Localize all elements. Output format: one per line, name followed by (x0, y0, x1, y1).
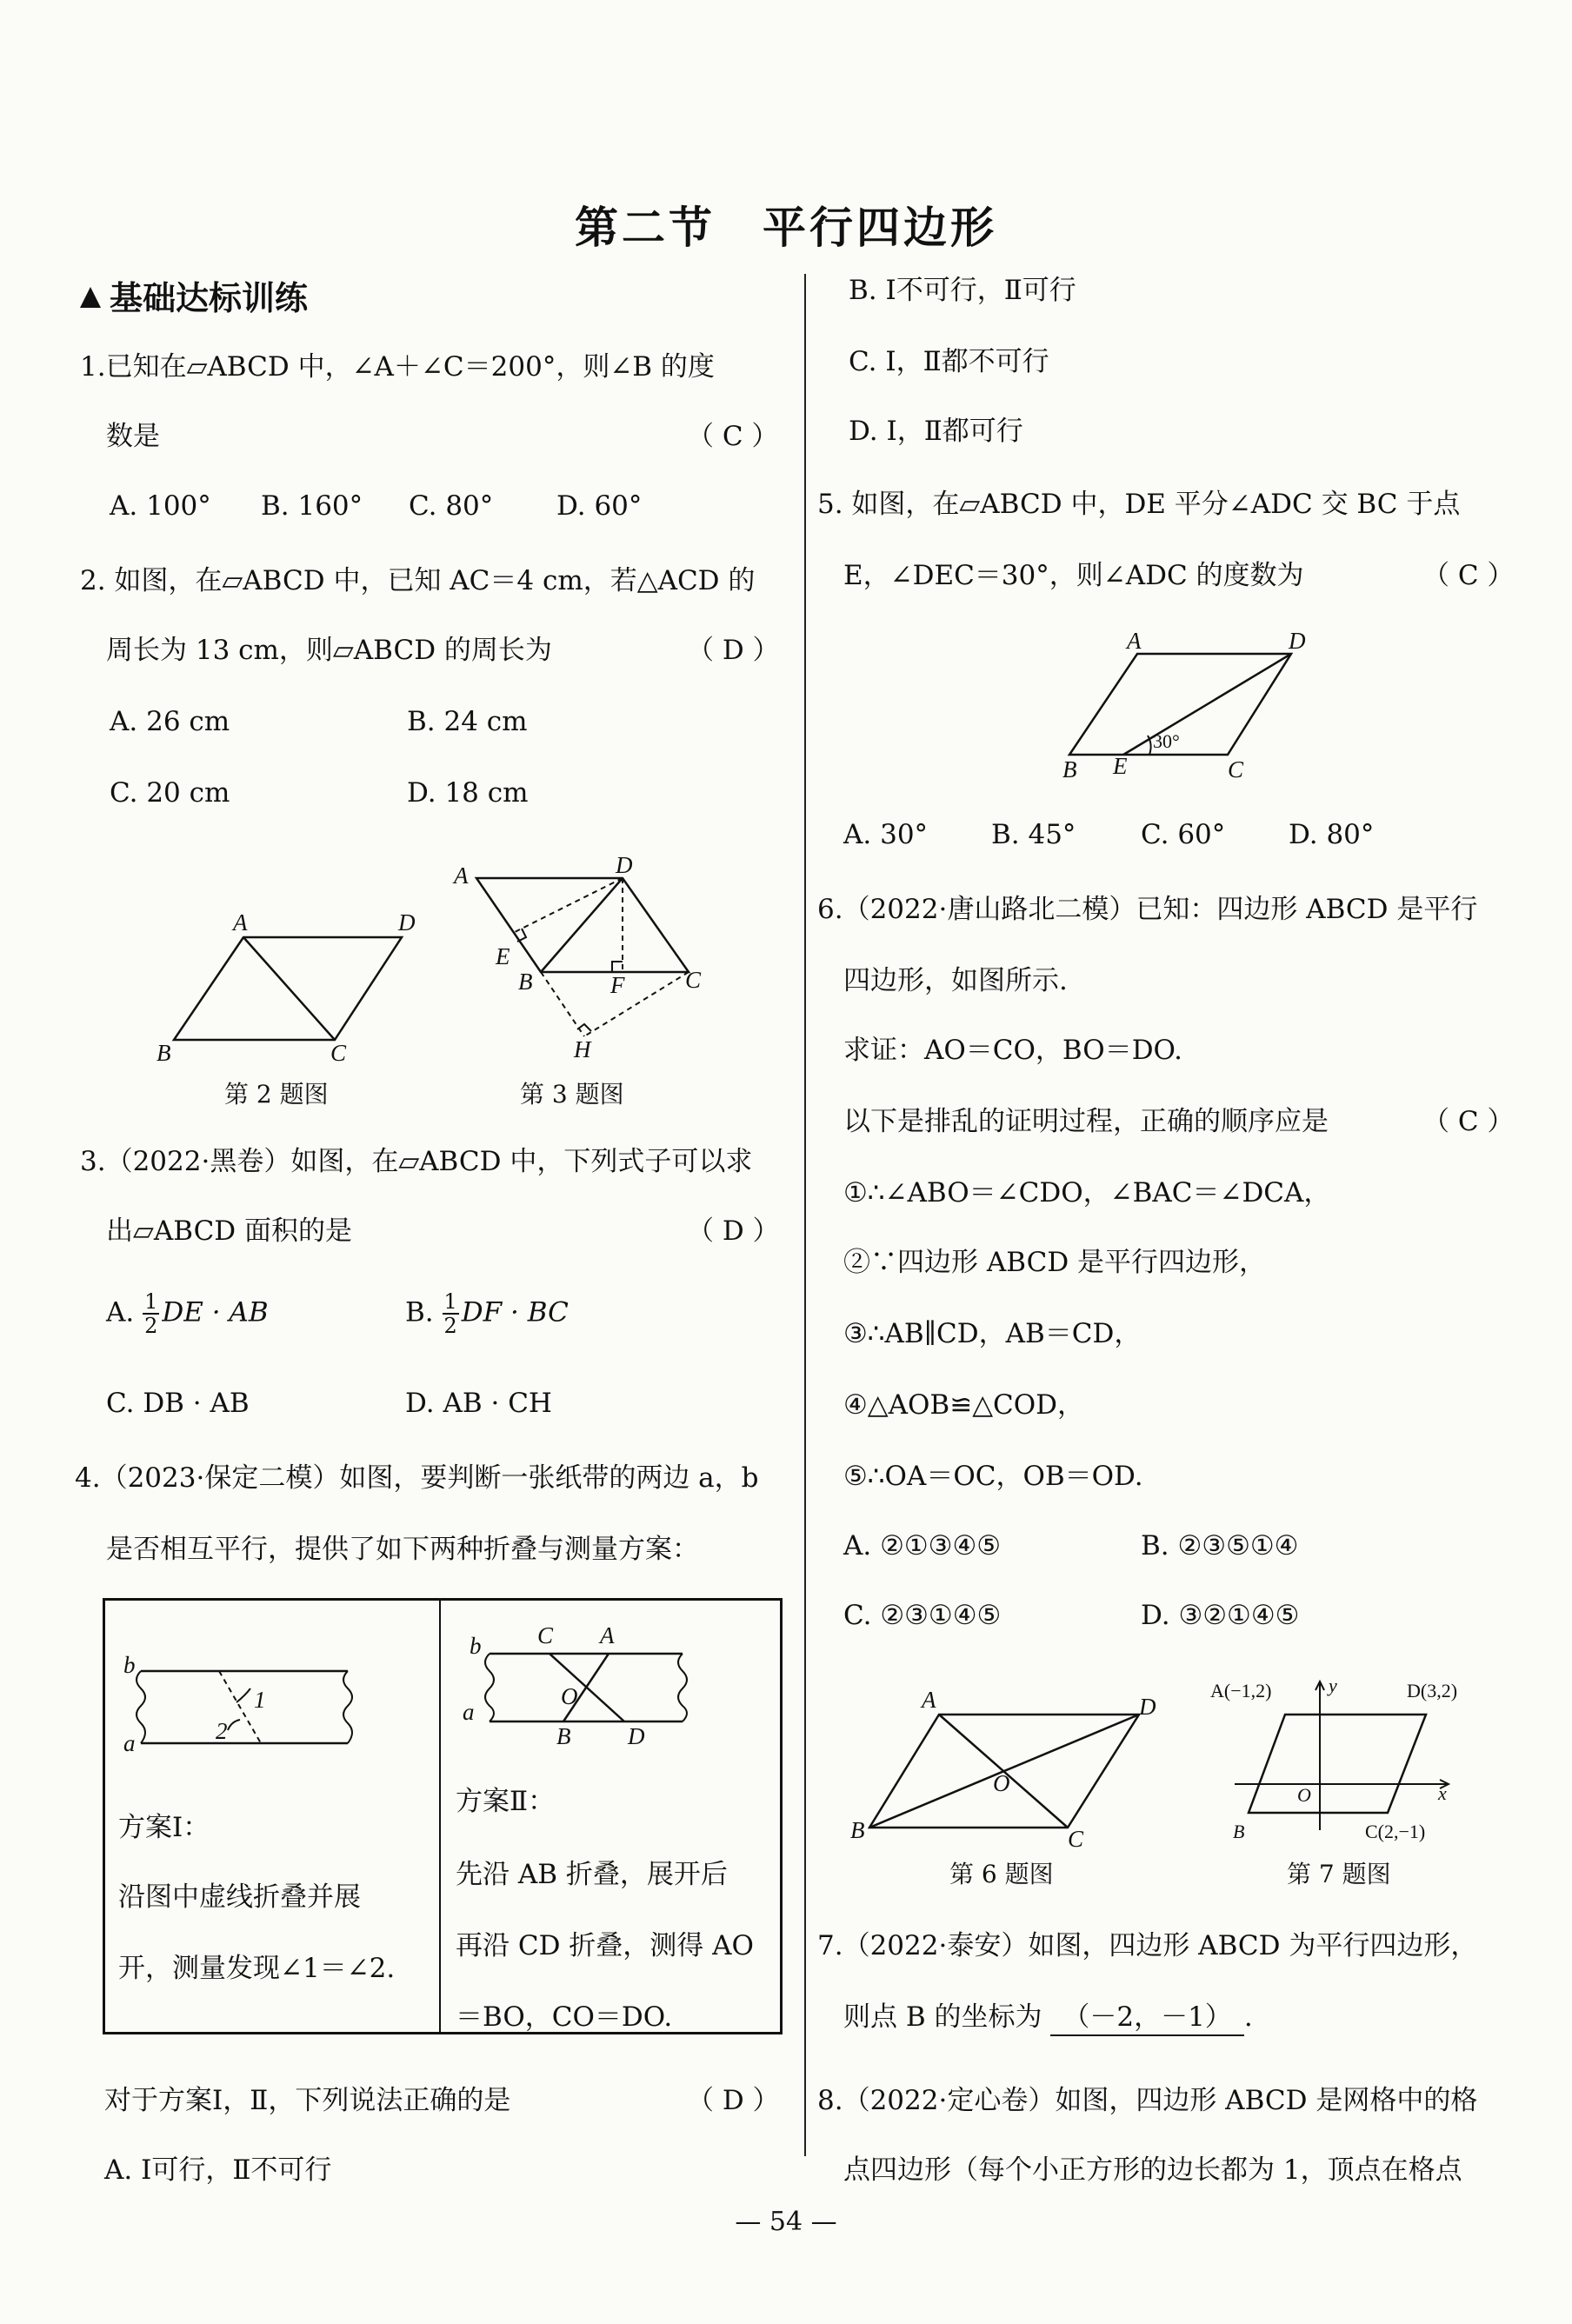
fraction-denominator-b: 2 (443, 1314, 457, 1338)
plan1-title: 方案Ⅰ： (118, 1812, 210, 1843)
fig6-caption: 第 6 题图 (949, 1860, 1054, 1888)
q6-step-3: ③∴AB∥CD，AB＝CD， (843, 1318, 1142, 1349)
q6-option-b: B. ②③⑤①④ (1141, 1530, 1299, 1562)
fig6-label-o: O (993, 1770, 1010, 1796)
q1-option-d: D. 60° (556, 490, 643, 522)
q4-option-c: C. Ⅰ，Ⅱ都不可行 (849, 346, 1049, 377)
page-number: — 54 — (735, 2207, 837, 2237)
q1-option-b: B. 160° (261, 490, 363, 522)
q3-answer: （ D ） (687, 1215, 780, 1247)
fig3-label-e: E (496, 943, 510, 969)
triangle-icon (80, 287, 101, 308)
q5-option-a: A. 30° (843, 819, 929, 850)
q3-line2: 出▱ABCD 面积的是 (106, 1215, 353, 1247)
q4-question: 对于方案Ⅰ，Ⅱ，下列说法正确的是 (104, 2085, 511, 2116)
plan2-label-b-bottom: B (556, 1723, 571, 1749)
q4-option-a: A. Ⅰ可行，Ⅱ不可行 (104, 2154, 332, 2186)
plan2-label-o: O (561, 1683, 578, 1709)
q1-line1: 1.已知在▱ABCD 中，∠A＋∠C＝200°，则∠B 的度 (80, 351, 715, 383)
q2-option-c: C. 20 cm (110, 777, 230, 809)
q3-option-a (106, 1290, 269, 1337)
q6-line2: 四边形，如图所示. (843, 965, 1068, 996)
q2-option-d: D. 18 cm (407, 777, 529, 809)
fraction-half (143, 1290, 159, 1337)
q6-step-1: ①∴∠ABO＝∠CDO，∠BAC＝∠DCA， (843, 1177, 1331, 1209)
fraction-numerator: 1 (144, 1289, 158, 1314)
q3-option-d: D. AB · CH (405, 1388, 552, 1419)
plan2-label-a: a (463, 1699, 475, 1725)
q7-line2-prefix: 则点 B 的坐标为 (843, 2001, 1042, 2033)
q4-answer: （ D ） (687, 2085, 780, 2116)
fig3-label-b: B (518, 969, 533, 995)
plan1-label-a: a (123, 1730, 136, 1756)
fig5-label-e: E (1113, 753, 1128, 779)
q4-line2: 是否相互平行，提供了如下两种折叠与测量方案： (106, 1534, 699, 1565)
q5-line1: 5. 如图，在▱ABCD 中，DE 平分∠ADC 交 BC 于点 (817, 489, 1461, 520)
q6-option-d: D. ③②①④⑤ (1141, 1600, 1300, 1631)
fig3-caption: 第 3 题图 (520, 1080, 624, 1109)
fig3-label-f: F (610, 972, 625, 998)
fig6-label-d: D (1139, 1694, 1156, 1720)
figure-7-coordinate-parallelogram (0, 0, 1, 1)
q6-line3: 求证：AO＝CO，BO＝DO. (843, 1035, 1183, 1066)
plan1-label-2: 2 (216, 1718, 228, 1744)
fig5-label-b: B (1062, 756, 1077, 782)
q6-option-c: C. ②③①④⑤ (843, 1600, 1002, 1631)
q6-step-5: ⑤∴OA＝OC，OB＝OD. (843, 1461, 1143, 1492)
q3-option-a-prefix: A. (106, 1296, 135, 1328)
fig3-label-c: C (685, 967, 702, 993)
fig7-label-o: O (1297, 1784, 1311, 1806)
q6-line1: 6.（2022·唐山路北二模）已知：四边形 ABCD 是平行 (817, 894, 1478, 925)
fig2-label-c: C (330, 1040, 347, 1066)
plan2-label-b: b (470, 1633, 482, 1659)
q5-line2: E，∠DEC＝30°，则∠ADC 的度数为 (843, 560, 1304, 591)
plan2-line1: 先沿 AB 折叠，展开后 (456, 1859, 728, 1890)
plan2-line3: ＝BO，CO＝DO. (456, 2001, 673, 2033)
section-heading (80, 271, 308, 319)
fig7-label-x: x (1438, 1782, 1447, 1804)
fig5-label-c: C (1228, 756, 1244, 782)
plans-box-divider (439, 1598, 441, 2034)
q6-step-2: ②∵四边形 ABCD 是平行四边形， (843, 1247, 1267, 1278)
plan2-title: 方案Ⅱ： (456, 1786, 556, 1817)
fig3-label-d: D (616, 852, 633, 878)
q1-line2: 数是 (106, 421, 160, 452)
plan2-label-c: C (537, 1622, 554, 1648)
fig5-label-a: A (1127, 628, 1142, 654)
fig7-label-c: C(2,−1) (1365, 1821, 1426, 1842)
q2-option-a: A. 26 cm (110, 706, 230, 737)
q5-option-c: C. 60° (1141, 819, 1226, 850)
q2-answer: （ D ） (687, 635, 780, 666)
plan2-line2: 再沿 CD 折叠，测得 AO (456, 1930, 754, 1961)
fraction-denominator: 2 (144, 1314, 158, 1338)
q2-line1: 2. 如图，在▱ABCD 中，已知 AC＝4 cm，若△ACD 的 (80, 565, 756, 596)
fig2-caption: 第 2 题图 (224, 1080, 329, 1109)
q1-option-a: A. 100° (110, 490, 211, 522)
fig6-label-b: B (850, 1817, 865, 1843)
plan1-label-b: b (123, 1652, 136, 1678)
fig2-label-a: A (233, 909, 248, 936)
fig7-caption: 第 7 题图 (1287, 1860, 1391, 1888)
q4-option-b: B. Ⅰ不可行，Ⅱ可行 (849, 275, 1076, 306)
fig6-label-a: A (922, 1687, 936, 1713)
page-title: 第二节 平行四边形 (575, 202, 997, 253)
q1-answer: （ C ） (687, 421, 779, 452)
q2-line2: 周长为 13 cm，则▱ABCD 的周长为 (106, 635, 552, 666)
q8-line2: 点四边形（每个小正方形的边长都为 1，顶点在格点 (843, 2154, 1462, 2186)
section-heading-text: 基础达标训练 (110, 278, 309, 317)
q6-option-a: A. ②①③④⑤ (843, 1530, 1002, 1562)
q5-option-b: B. 45° (991, 819, 1076, 850)
fig7-label-b: B (1233, 1821, 1245, 1842)
q7-line2-suffix: . (1243, 2001, 1253, 2033)
fig5-label-d: D (1289, 628, 1306, 654)
fraction-numerator-b: 1 (443, 1289, 457, 1314)
column-divider (804, 274, 806, 2156)
fig7-label-a: A(−1,2) (1210, 1680, 1272, 1701)
q7-answer-blank: （－2，－1） (1050, 2000, 1243, 2036)
q3-option-b (405, 1290, 569, 1337)
fig7-label-d: D(3,2) (1407, 1680, 1458, 1701)
plan1-line1: 沿图中虚线折叠并展 (118, 1881, 361, 1913)
q3-option-c: C. DB · AB (106, 1388, 250, 1419)
q5-answer: （ C ） (1422, 560, 1515, 591)
q7-line2 (843, 2000, 1253, 2036)
fig7-label-y: y (1329, 1675, 1337, 1696)
q8-line1: 8.（2022·定心卷）如图，四边形 ABCD 是网格中的格 (817, 2085, 1478, 2116)
plan2-label-a-top: A (600, 1622, 615, 1648)
q1-option-c: C. 80° (409, 490, 494, 522)
q4-option-d: D. Ⅰ，Ⅱ都可行 (849, 416, 1023, 447)
q4-line1: 4.（2023·保定二模）如图，要判断一张纸带的两边 a，b (75, 1462, 759, 1494)
fig6-label-c: C (1068, 1826, 1084, 1852)
q6-step-4: ④△AOB≌△COD， (843, 1389, 1085, 1421)
q3-option-b-prefix: B. (405, 1296, 434, 1328)
q7-line1: 7.（2022·泰安）如图，四边形 ABCD 为平行四边形， (817, 1930, 1478, 1961)
fig3-label-a: A (454, 862, 469, 889)
q3-option-b-text: DF · BC (461, 1296, 569, 1328)
q6-line4: 以下是排乱的证明过程，正确的顺序应是 (843, 1106, 1329, 1137)
plan1-label-1: 1 (254, 1687, 266, 1713)
plan1-line2: 开，测量发现∠1＝∠2. (118, 1953, 396, 1984)
q5-option-d: D. 80° (1289, 819, 1375, 850)
fraction-half-b (443, 1290, 459, 1337)
q2-option-b: B. 24 cm (407, 706, 528, 737)
q3-line1: 3.（2022·黑卷）如图，在▱ABCD 中，下列式子可以求 (80, 1146, 753, 1177)
q6-answer: （ C ） (1422, 1106, 1515, 1137)
fig2-label-d: D (398, 909, 416, 936)
fig2-label-b: B (157, 1040, 171, 1066)
plan2-label-d: D (628, 1723, 645, 1749)
fig3-label-h: H (574, 1036, 591, 1062)
q3-option-a-text: DE · AB (162, 1296, 269, 1328)
fig5-angle-label: 30° (1153, 730, 1180, 752)
